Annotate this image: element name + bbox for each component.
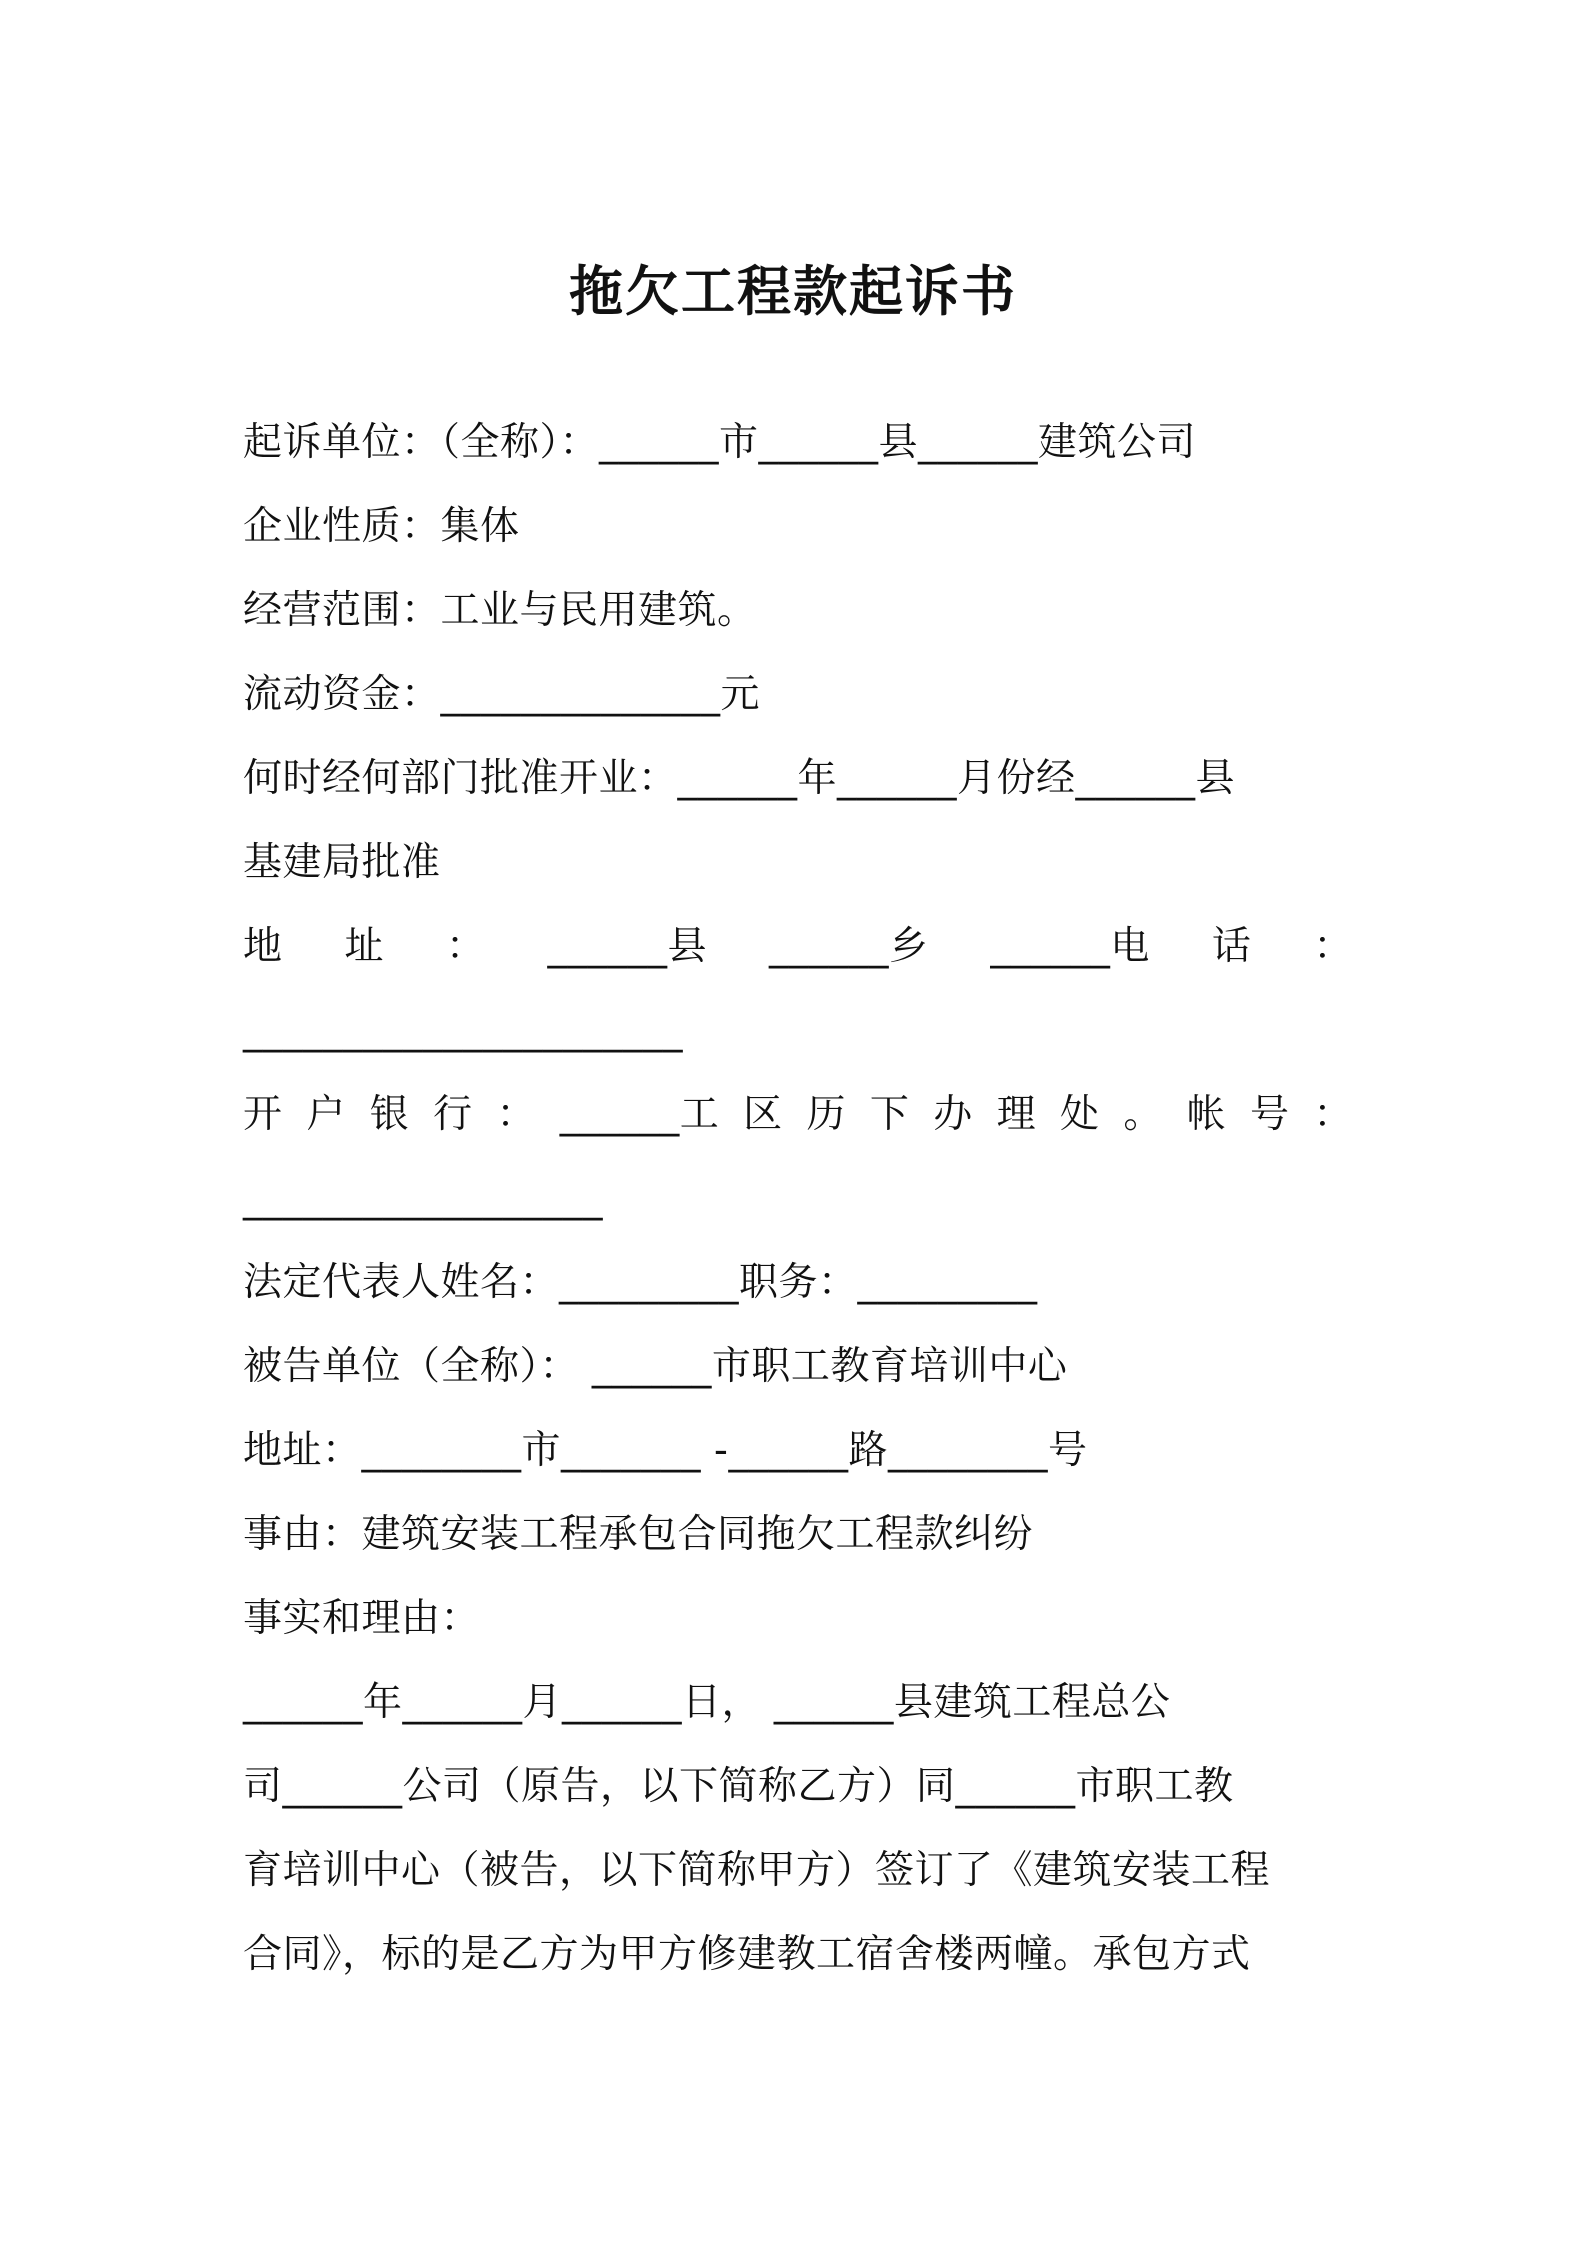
address-phone-line: [243, 917, 1353, 977]
plaintiff-unit-line: 起诉单位：（全称）：______市______县______建筑公司: [243, 420, 1197, 465]
address-colon: ：: [445, 924, 486, 969]
facts-paragraph-line-3: 育培训中心（被告，以下简称甲方）签订了《建筑安装工程: [243, 1848, 1271, 1893]
bank-colon: ：: [496, 1092, 536, 1137]
bank-char: 下: [869, 1092, 910, 1137]
account-blank-line: __________________: [243, 1176, 603, 1221]
phone-label: ______电: [990, 924, 1150, 969]
bank-char: 历: [806, 1092, 847, 1137]
address-char: 址: [344, 924, 384, 969]
bank-char: 处: [1059, 1092, 1100, 1137]
enterprise-nature-line: 企业性质：集体: [243, 504, 520, 549]
bank-char: 行: [433, 1092, 473, 1137]
bank-char: 区: [743, 1092, 783, 1137]
bank-period: 。: [1123, 1092, 1163, 1137]
defendant-unit-line: 被告单位（全称）： ______市职工教育培训中心: [243, 1344, 1068, 1389]
facts-paragraph-line-4: 合同》，标的是乙方为甲方修建教工宿舍楼两幢。承包方式: [243, 1932, 1251, 1977]
bank-char: 开: [243, 1092, 283, 1137]
bank-char: 理: [996, 1092, 1037, 1137]
facts-heading: 事实和理由：: [243, 1596, 481, 1641]
account-colon: ：: [1313, 1092, 1353, 1137]
legal-rep-line: 法定代表人姓名：_________职务：_________: [243, 1260, 1038, 1305]
bank-char: 办: [933, 1092, 973, 1137]
bank-line: [243, 1085, 1353, 1145]
document-title: 拖欠工程款起诉书: [569, 260, 1017, 323]
cause-line: 事由：建筑安装工程承包合同拖欠工程款纠纷: [243, 1512, 1034, 1557]
defendant-address-line: 地址：________市_______ -______路________号: [243, 1428, 1088, 1473]
bank-blank: ______工: [559, 1092, 720, 1137]
account-char: 帐: [1186, 1092, 1227, 1137]
address-county: ______县: [547, 924, 707, 969]
phone-blank-line: ______________________: [243, 1008, 683, 1053]
business-scope-line: 经营范围：工业与民用建筑。: [243, 588, 757, 633]
phone-label-char: 话: [1211, 924, 1252, 969]
account-char: 号: [1250, 1092, 1290, 1137]
facts-paragraph-line-2: 司______公司（原告，以下简称乙方）同______市职工教: [243, 1764, 1234, 1809]
phone-colon: ：: [1313, 924, 1353, 969]
address-char: 地: [243, 924, 283, 969]
approval-line: 何时经何部门批准开业：______年______月份经______县: [243, 756, 1236, 801]
working-capital-line: 流动资金：______________元: [243, 672, 761, 717]
address-township: ______乡: [768, 924, 929, 969]
bank-char: 户: [306, 1092, 346, 1137]
approval-line-cont: 基建局批准: [243, 840, 441, 885]
bank-char: 银: [369, 1092, 410, 1137]
facts-paragraph-line-1: ______年______月______日， ______县建筑工程总公: [243, 1680, 1171, 1725]
